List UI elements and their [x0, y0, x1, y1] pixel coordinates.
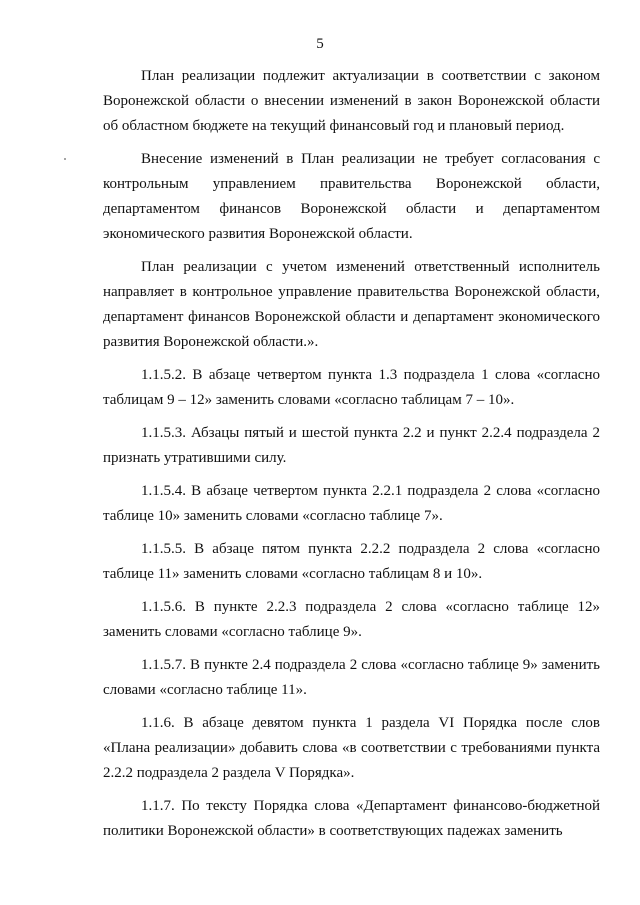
paragraph-1-1-5-6: 1.1.5.6. В пункте 2.2.3 подраздела 2 слова «согласно таблице 12» заменить словами «согласно таблице 9». — [103, 599, 600, 640]
paragraph-plan-submission: План реализации с учетом изменений ответственный исполнитель направляет в контрольное управление правительства Воронежской области, департамент финансов Воронежской области и департамент экономического развития Воронежской области.». — [103, 259, 600, 350]
paragraph-1-1-7: 1.1.7. По тексту Порядка слова «Департамент финансово-бюджетной политики Воронежской области» в соответствующих падежах заменить — [103, 798, 600, 839]
paragraph-1-1-5-2: 1.1.5.2. В абзаце четвертом пункта 1.3 подраздела 1 слова «согласно таблицам 9 – 12» заменить словами «согласно таблицам 7 – 10». — [103, 367, 600, 408]
paragraph-plan-update: План реализации подлежит актуализации в соответствии с законом Воронежской области о внесении изменений в закон Воронежской области об областном бюджете на текущий финансовый год и плановый период. — [103, 68, 600, 134]
paragraph-no-approval: Внесение изменений в План реализации не требует согласования с контрольным управлением правительства Воронежской области, департаментом финансов Воронежской области и департаментом экономического развития Воронежской области. — [103, 151, 600, 242]
page-number: 5 — [316, 36, 324, 52]
margin-mark — [64, 158, 66, 160]
paragraph-1-1-5-5: 1.1.5.5. В абзаце пятом пункта 2.2.2 подраздела 2 слова «согласно таблице 11» заменить словами «согласно таблицам 8 и 10». — [103, 541, 600, 582]
paragraph-1-1-5-4: 1.1.5.4. В абзаце четвертом пункта 2.2.1 подраздела 2 слова «согласно таблице 10» заменить словами «согласно таблице 7». — [103, 483, 600, 524]
paragraph-1-1-5-7: 1.1.5.7. В пункте 2.4 подраздела 2 слова «согласно таблице 9» заменить словами «согласно таблице 11». — [103, 657, 600, 698]
document-body — [103, 64, 600, 852]
paragraph-1-1-5-3: 1.1.5.3. Абзацы пятый и шестой пункта 2.2 и пункт 2.2.4 подраздела 2 признать утратившими силу. — [103, 425, 600, 466]
paragraph-1-1-6: 1.1.6. В абзаце девятом пункта 1 раздела VI Порядка после слов «Плана реализации» добавить слова «в соответствии с требованиями пункта 2.2.2 подраздела 2 раздела V Порядка». — [103, 715, 600, 781]
